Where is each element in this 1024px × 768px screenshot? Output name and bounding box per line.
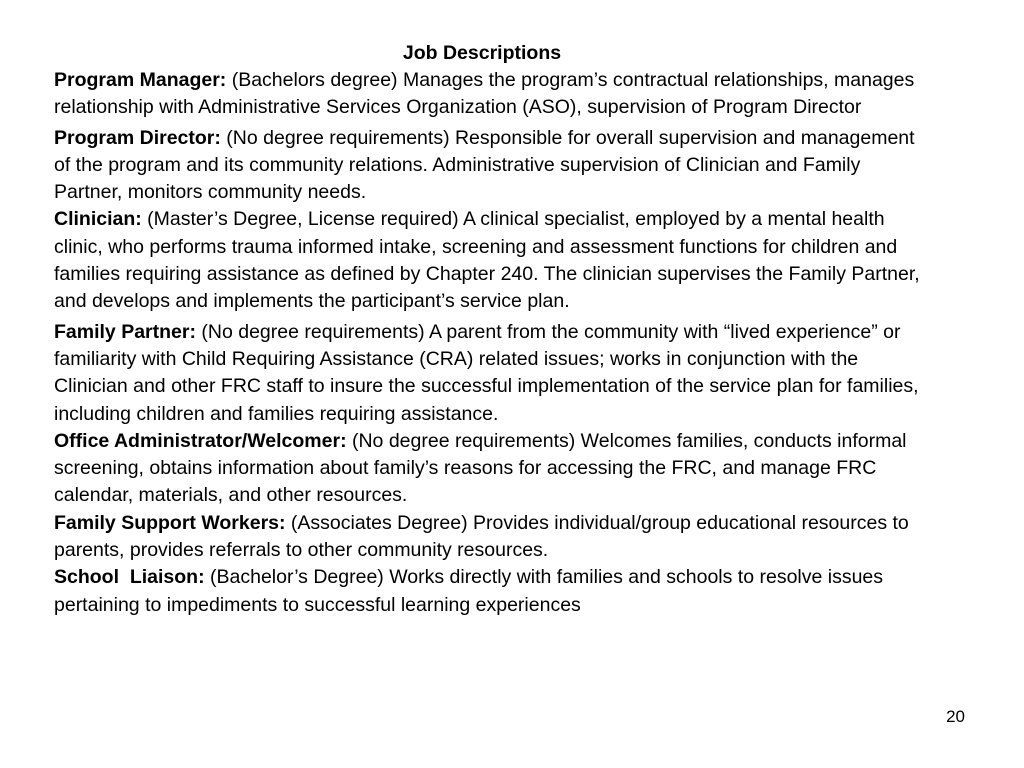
job-description: (Bachelors degree) Manages the program’s contractual relationships, manages relationship with Administrative Services Organization (ASO), supervision of Program Director [54, 69, 915, 119]
job-entry-family-partner [54, 319, 934, 428]
job-role: Office Administrator/Welcomer: [54, 429, 347, 452]
job-entry-office-administrator [54, 428, 934, 510]
job-entry-program-director [54, 125, 934, 207]
job-entry-clinician [54, 206, 934, 315]
job-entry-program-manager [54, 67, 934, 122]
job-descriptions-list [54, 67, 934, 619]
job-role: School Liaison: [54, 566, 205, 589]
job-role: Clinician: [54, 208, 142, 231]
page-number: 20 [946, 707, 965, 726]
job-description: (Bachelor’s Degree) Works directly with families and schools to resolve issues pertaining to impediments to successful learning experiences [54, 566, 884, 616]
job-entry-school-liaison [54, 564, 934, 619]
job-role: Family Partner: [54, 320, 196, 343]
job-description: (Master’s Degree, License required) A clinical specialist, employed by a mental health clinic, who performs trauma informed intake, screening and assessment functions for children and families requiring assistance as defined by Chapter 240. The clinician supervises the Family Partner, and develops and implements the participant’s service plan. [54, 208, 920, 313]
slide-title: Job Descriptions [402, 42, 562, 64]
job-role: Program Director: [54, 126, 221, 149]
job-role: Program Manager: [54, 69, 227, 91]
job-description: (No degree requirements) Welcomes families, conducts informal screening, obtains information about family’s reasons for accessing the FRC, and manage FRC calendar, materials, and other resources. [54, 429, 907, 507]
job-role: Family Support Workers: [54, 511, 286, 534]
job-description: (Associates Degree) Provides individual/group educational resources to parents, provides referrals to other community resources. [54, 511, 909, 562]
job-entry-family-support-workers [54, 510, 934, 565]
job-description: (No degree requirements) A parent from the community with “lived experience” or familiarity with Child Requiring Assistance (CRA) related issues; works in conjunction with the Clinician and other FRC staff to insure the successful implementation of the service plan for families, including children and families requiring assistance. [54, 320, 919, 425]
job-description: (No degree requirements) Responsible for overall supervision and management of the program and its community relations. Administrative supervision of Clinician and Family Partner, monitors community needs. [54, 126, 915, 204]
